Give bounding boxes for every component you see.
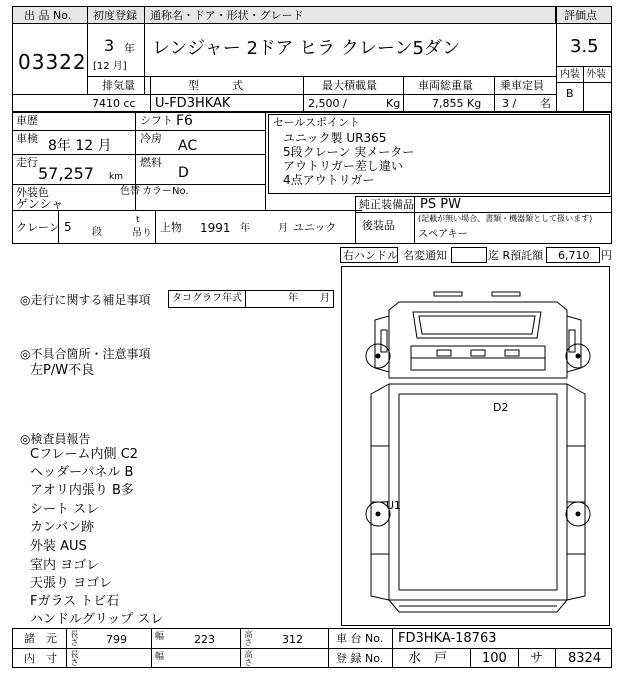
max-load-value: 2,500 /	[308, 97, 347, 110]
displacement-value: 7410 cc	[92, 97, 136, 110]
crane-stage-unit: 段	[92, 227, 102, 238]
exterior-label: 外装	[586, 69, 606, 80]
lot-label: 出 品 No.	[24, 9, 72, 22]
plate-class: 100	[482, 651, 507, 666]
steering-value: 右ハンドル	[343, 249, 398, 262]
fuel-label: 燃料	[140, 156, 162, 169]
inspector-label: ◎検査員報告	[20, 432, 91, 446]
recycle-label: 迄 R預託額	[488, 249, 544, 262]
first-reg-year-unit: 年	[124, 42, 135, 55]
aftermarket-note: (記載が無い場合、書類・機器類として扱います)	[418, 214, 593, 223]
color-no-label: 色替	[120, 186, 140, 197]
plate-kana: サ	[530, 651, 544, 666]
sales-points-label: セールスポイント	[273, 116, 361, 129]
inspector-item: 外装 AUS	[30, 539, 87, 554]
aftermarket-value: スペアキー	[418, 229, 468, 240]
capacity-label: 乗車定員	[500, 79, 544, 92]
recycle-amount: 6,710	[558, 249, 590, 262]
first-reg-month: [12 月]	[93, 61, 127, 72]
max-load-unit: Kg	[386, 97, 401, 110]
first-reg-year: 3	[104, 36, 115, 55]
crane-stages: 5	[64, 220, 72, 234]
upper-year: 1991	[200, 221, 231, 235]
score-value: 3.5	[570, 36, 599, 57]
model-code-value: U-FD3HKAK	[155, 96, 231, 111]
max-load-label: 最大積載量	[322, 79, 377, 92]
capacity-unit: 名	[540, 97, 551, 110]
gross-weight-value: 7,855 Kg	[432, 97, 482, 110]
ext-color-value: ゲンシャ	[16, 197, 64, 211]
name-change-box	[451, 247, 487, 263]
defects-label: ◎不具合箇所・注意事項	[20, 347, 151, 361]
model-desc-label: 通称名・ドア・形状・グレード	[150, 9, 304, 22]
plate-number: 8324	[568, 651, 602, 666]
inner-length-label: 長さ	[70, 650, 79, 666]
color-no-label2: カラーNo.	[142, 186, 189, 197]
upper-month-unit: 月	[278, 223, 288, 234]
interior-label: 内装	[560, 69, 580, 80]
inspector-item: Fガラス トビ石	[30, 594, 120, 609]
crane-lift-unit: 吊り	[132, 228, 152, 239]
tacho-year-unit: 年	[288, 293, 298, 304]
diagram-mark-u1: U1	[386, 499, 402, 512]
chassis-number: FD3HKA-18763	[398, 631, 497, 646]
length-label: 長さ	[70, 630, 79, 646]
mileage-label: 走行	[16, 156, 38, 169]
truck-diagram	[341, 266, 610, 626]
driving-remarks-label: ◎走行に関する補足事項	[20, 293, 151, 307]
upper-maker: ユニック	[293, 221, 337, 234]
height-label: 高さ	[244, 630, 253, 646]
model-desc: レンジャー 2ドア ヒラ クレーン5ダン	[152, 38, 461, 59]
length-value: 799	[106, 633, 127, 646]
mileage-unit: km	[109, 172, 123, 182]
defect-item: 左P/W不良	[30, 363, 95, 378]
inspector-item: 室内 ヨゴレ	[30, 558, 100, 573]
inspector-item: ヘッダーパネル B	[30, 465, 134, 480]
chassis-label: 車 台 No.	[336, 632, 384, 645]
lot-number: 03322	[18, 50, 87, 74]
upper-year-unit: 年	[240, 223, 250, 234]
inspector-item: ハンドルグリップ スレ	[30, 612, 164, 627]
displacement-label: 排気量	[102, 79, 135, 92]
inner-width-label: 幅	[155, 652, 165, 662]
equipment-label: 純正装備品	[359, 198, 414, 211]
inspector-item: 天張り ヨゴレ	[30, 576, 113, 591]
inspector-item: シート スレ	[30, 502, 100, 517]
ext-color-label: 外装色	[16, 186, 49, 199]
inspector-item: Cフレーム内側 C2	[30, 447, 139, 462]
inner-height-label: 高さ	[244, 650, 253, 666]
width-value: 223	[194, 633, 215, 646]
sales-point-line: 5段クレーン 実メーター	[283, 145, 415, 159]
name-change-label: 名変通知	[403, 249, 447, 262]
dims-label: 諸 元	[24, 632, 57, 645]
inspector-item: カンバン跡	[30, 520, 95, 535]
inner-dims-label: 内 寸	[24, 652, 57, 665]
sales-point-line: 4点アウトリガー	[283, 173, 375, 187]
fuel-value: D	[178, 165, 189, 181]
interior-grade: B	[566, 87, 574, 100]
sales-point-line: ユニック製 UR365	[283, 131, 387, 145]
tacho-label: タコグラフ年式	[172, 293, 242, 304]
sales-point-line: アウトリガー差し違い	[283, 159, 403, 173]
plate-label: 登 録 No.	[336, 652, 384, 665]
first-reg-label: 初度登録	[93, 9, 137, 22]
upper-label: 上物	[160, 221, 182, 234]
shift-value: F6	[176, 113, 193, 129]
tacho-month-unit: 月	[320, 293, 330, 304]
shift-label: シフト	[140, 114, 173, 127]
height-value: 312	[282, 633, 303, 646]
recycle-unit: 円	[601, 249, 612, 262]
inspector-item: アオリ内張り B多	[30, 483, 134, 498]
crane-label: クレーン	[16, 221, 60, 234]
gross-weight-label: 車両総重量	[418, 79, 473, 92]
plate-region: 水 戸	[408, 651, 448, 666]
score-label: 評価点	[564, 9, 597, 22]
equipment-value: PS PW	[420, 197, 461, 212]
crane-lift-unit-t: t	[136, 215, 140, 225]
width-label: 幅	[155, 632, 165, 642]
diagram-mark-d2: D2	[493, 401, 509, 414]
aftermarket-label: 後装品	[362, 219, 395, 232]
history-label: 車歴	[16, 114, 38, 127]
inspection-label: 車検	[16, 132, 38, 145]
ac-value: AC	[178, 138, 198, 154]
model-code-label: 型 式	[188, 79, 243, 92]
inspection-value: 8年 12 月	[48, 138, 112, 154]
mileage-value: 57,257	[38, 164, 94, 183]
ac-label: 冷房	[140, 132, 162, 145]
capacity-value: 3 /	[502, 97, 517, 110]
